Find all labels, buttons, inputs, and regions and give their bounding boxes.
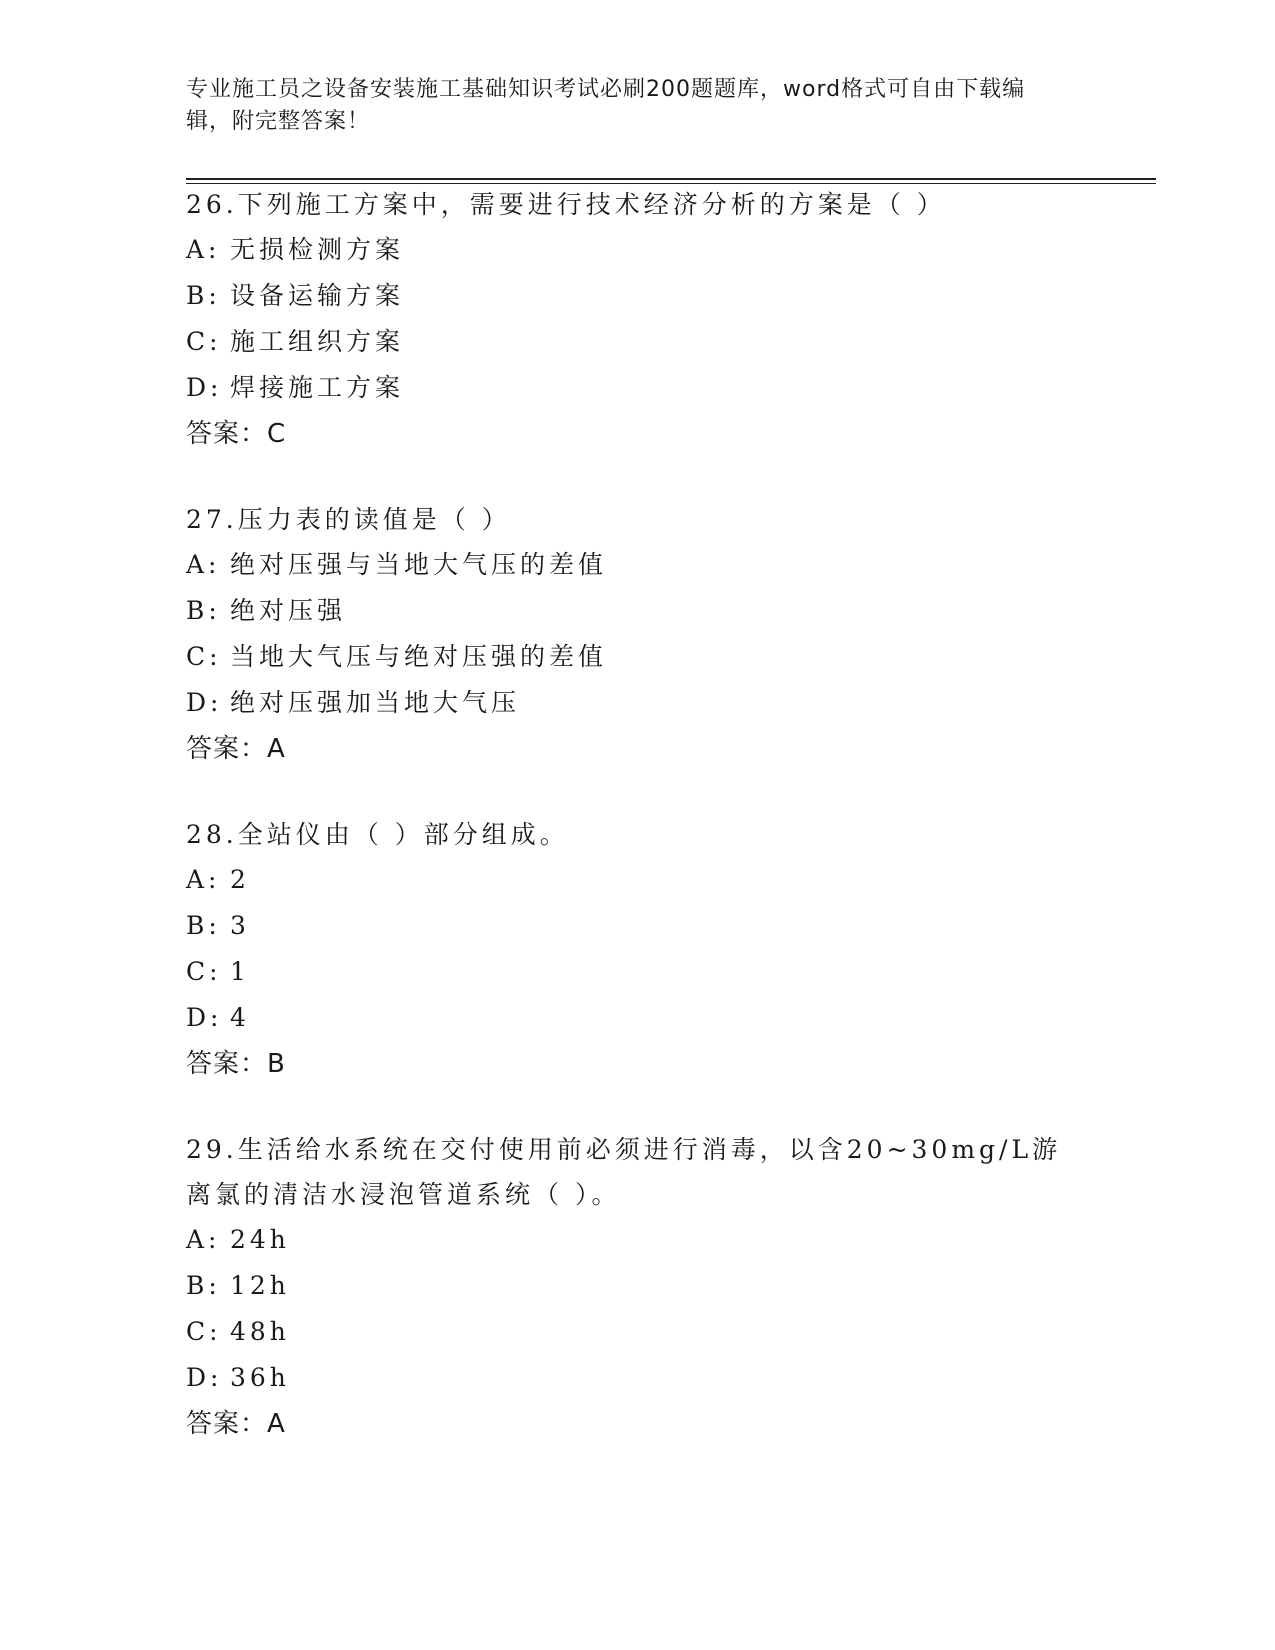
option-b	[186, 588, 1086, 634]
option-key: D:	[186, 688, 223, 717]
question-29	[186, 1127, 1066, 1447]
option-text: 36h	[230, 1363, 290, 1392]
option-key: A:	[186, 550, 221, 579]
question-28	[186, 812, 1086, 1087]
option-text: 12h	[230, 1271, 290, 1300]
option-c	[186, 1309, 1066, 1355]
question-stem: 28.全站仪由（ ）部分组成。	[186, 820, 569, 849]
option-key: A:	[186, 865, 221, 894]
question-stem: 27.压力表的读值是（ ）	[186, 505, 511, 534]
option-text: 3	[230, 911, 250, 940]
option-key: B:	[186, 911, 221, 940]
answer-label: 答案：A	[186, 1409, 286, 1439]
question-stem: 26.下列施工方案中，需要进行技术经济分析的方案是（ ）	[186, 190, 946, 219]
option-key: D:	[186, 1363, 223, 1392]
option-text: 无损检测方案	[230, 235, 405, 264]
question-stem: 29.生活给水系统在交付使用前必须进行消毒，以含20~30mg/L游离氯的清洁水浸泡管道系统（ ）。	[186, 1135, 1062, 1209]
option-text: 4	[230, 1003, 250, 1032]
option-d	[186, 995, 1086, 1041]
option-text: 施工组织方案	[230, 327, 405, 356]
option-key: B:	[186, 1271, 221, 1300]
option-key: B:	[186, 596, 221, 625]
option-b	[186, 273, 1086, 319]
option-text: 48h	[230, 1317, 290, 1346]
option-key: D:	[186, 373, 223, 402]
option-text: 24h	[230, 1225, 290, 1254]
option-b	[186, 903, 1086, 949]
option-key: C:	[186, 642, 222, 671]
answer-label: 答案：A	[186, 734, 286, 764]
option-text: 2	[230, 865, 250, 894]
document-header: 专业施工员之设备安装施工基础知识考试必刷200题题库，word格式可自由下载编辑，附完整答案！	[186, 77, 1026, 134]
answer-label: 答案：B	[186, 1049, 286, 1079]
option-key: C:	[186, 1317, 222, 1346]
option-key: D:	[186, 1003, 223, 1032]
option-text: 绝对压强加当地大气压	[230, 688, 521, 717]
option-key: C:	[186, 327, 222, 356]
option-a	[186, 1217, 1066, 1263]
option-a	[186, 542, 1086, 588]
option-key: B:	[186, 281, 221, 310]
option-text: 绝对压强与当地大气压的差值	[230, 550, 608, 579]
question-27	[186, 497, 1086, 772]
header-divider-thick	[186, 178, 1156, 180]
option-d	[186, 680, 1086, 726]
option-text: 设备运输方案	[230, 281, 405, 310]
option-a	[186, 227, 1086, 273]
answer-label: 答案：C	[186, 419, 287, 449]
option-c	[186, 949, 1086, 995]
option-text: 绝对压强	[230, 596, 347, 625]
option-a	[186, 857, 1086, 903]
option-key: A:	[186, 1225, 221, 1254]
option-d	[186, 1355, 1066, 1401]
option-text: 1	[230, 957, 250, 986]
option-d	[186, 365, 1086, 411]
option-key: C:	[186, 957, 222, 986]
option-c	[186, 319, 1086, 365]
option-text: 当地大气压与绝对压强的差值	[230, 642, 608, 671]
option-b	[186, 1263, 1066, 1309]
option-text: 焊接施工方案	[230, 373, 405, 402]
question-26	[186, 182, 1086, 457]
option-key: A:	[186, 235, 221, 264]
option-c	[186, 634, 1086, 680]
